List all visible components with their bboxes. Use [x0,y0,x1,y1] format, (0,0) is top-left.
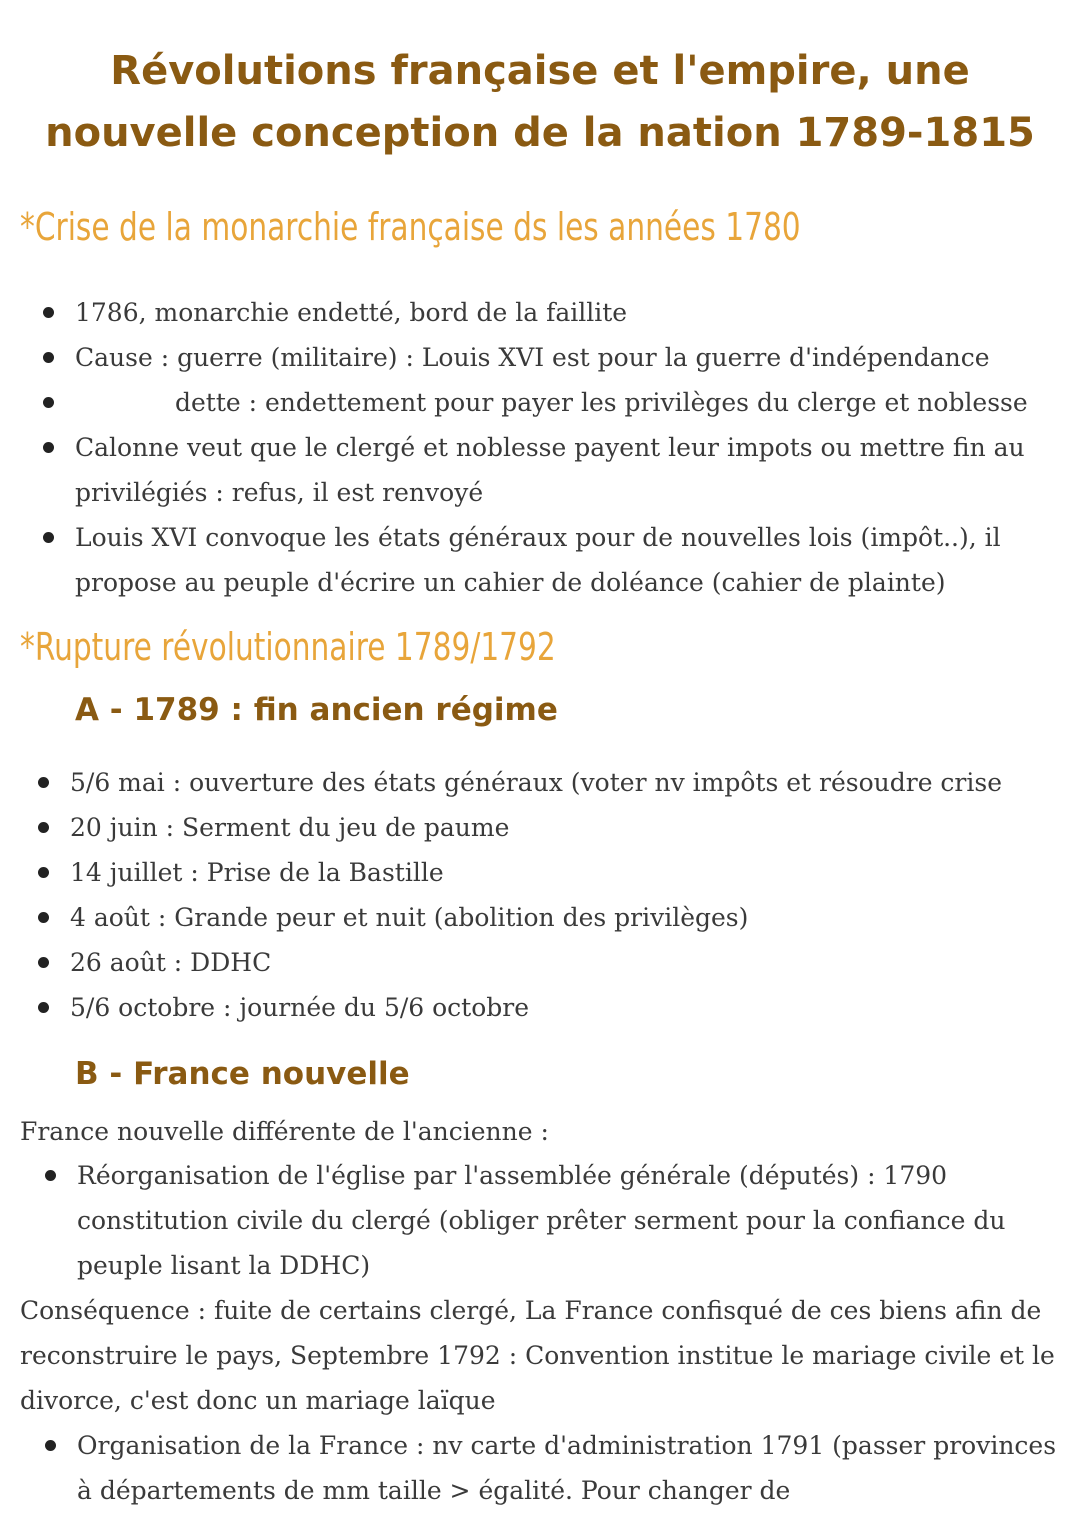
subheading-b: B - France nouvelle [75,1056,410,1092]
list-item: 1786, monarchie endetté, bord de la faillite [75,290,1065,335]
list-item-text: dette : endettement pour payer les privilèges du clerge et noblesse [175,388,1028,417]
crise-list [75,290,1065,605]
section-heading-crise: *Crise de la monarchie française ds les années 1780 [20,205,801,249]
list-item: 20 juin : Serment du jeu de paume [70,805,1060,850]
list-item: 5/6 octobre : journée du 5/6 octobre [70,985,1060,1030]
list-item: Calonne veut que le clergé et noblesse payent leur impots ou mettre fin au privilégiés : refus, il est renvoyé [75,425,1065,515]
page-title [0,40,1080,164]
list-item [75,380,1065,425]
intro-text: France nouvelle différente de l'ancienne : [20,1117,549,1146]
list-item: Cause : guerre (militaire) : Louis XVI est pour la guerre d'indépendance [75,335,1065,380]
title-line-1: Révolutions française et l'empire, une [110,48,970,94]
events-list [70,760,1060,1030]
list-item: Organisation de la France : nv carte d'administration 1791 (passer provinces à départements de mm taille > égalité. Pour changer de [77,1423,1067,1513]
list-item: 4 août : Grande peur et nuit (abolition des privilèges) [70,895,1060,940]
list-item: 26 août : DDHC [70,940,1060,985]
organisation-list [77,1423,1067,1513]
france-nouvelle-list [77,1153,1052,1288]
list-item: 5/6 mai : ouverture des états généraux (voter nv impôts et résoudre crise [70,760,1060,805]
list-item: Réorganisation de l'église par l'assemblée générale (députés) : 1790 constitution civile du clergé (obliger prêter serment pour la confiance du peuple lisant la DDHC) [77,1153,1052,1288]
list-item: Louis XVI convoque les états généraux pour de nouvelles lois (impôt..), il propose au peuple d'écrire un cahier de doléance (cahier de plainte) [75,515,1065,605]
title-line-2: nouvelle conception de la nation 1789-1815 [45,110,1035,156]
list-item: 14 juillet : Prise de la Bastille [70,850,1060,895]
consequence-text: Conséquence : fuite de certains clergé, La France confisqué de ces biens afin de reconstruire le pays, Septembre 1792 : Convention institue le mariage civile et le divorce, c'est donc un mariage laïque [20,1296,1055,1415]
subheading-a: A - 1789 : fin ancien régime [75,692,558,728]
section-heading-rupture: *Rupture révolutionnaire 1789/1792 [20,625,556,669]
